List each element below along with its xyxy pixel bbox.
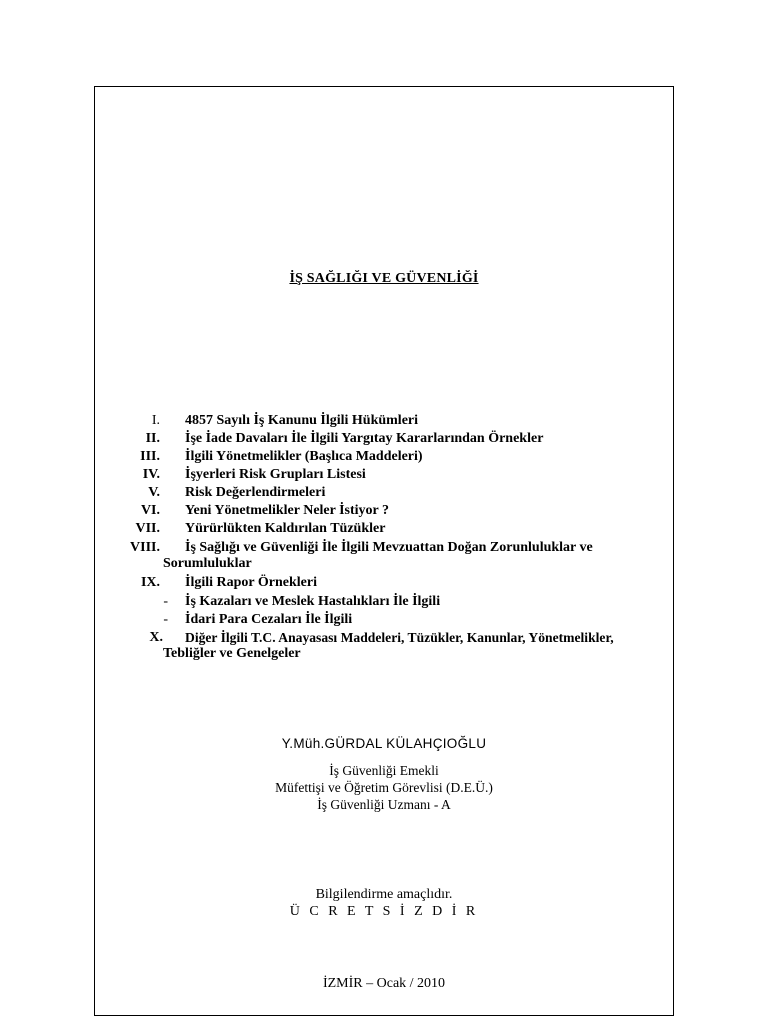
toc-number: VII. bbox=[135, 521, 160, 536]
toc-number: IX. bbox=[140, 575, 160, 590]
toc-text: Yeni Yönetmelikler Neler İstiyor ? bbox=[185, 503, 390, 518]
author-role-line-1: İş Güvenliği Emekli bbox=[329, 763, 439, 778]
toc-text: İş Kazaları ve Meslek Hastalıkları İle İlgili bbox=[185, 594, 441, 609]
notice-line-2: Ü C R E T S İ Z D İ R bbox=[289, 904, 479, 919]
author-role-line-2: Müfettişi ve Öğretim Görevlisi (D.E.Ü.) bbox=[275, 780, 493, 795]
toc-number: X. bbox=[149, 630, 163, 645]
toc-number: V. bbox=[148, 485, 160, 500]
toc-text: Yürürlükten Kaldırılan Tüzükler bbox=[185, 521, 386, 536]
author-name: Y.Müh.GÜRDAL KÜLAHÇIOĞLU bbox=[281, 736, 487, 751]
toc-text-continuation: Sorumluluklar bbox=[163, 556, 252, 571]
toc-text-continuation: Tebliğler ve Genelgeler bbox=[163, 646, 301, 661]
toc-number: III. bbox=[140, 449, 160, 464]
author-role-line-3: İş Güvenliği Uzmanı - A bbox=[317, 797, 451, 812]
toc-text: Risk Değerlendirmeleri bbox=[185, 485, 326, 500]
toc-number: I. bbox=[151, 413, 160, 428]
toc-number: VI. bbox=[140, 503, 160, 518]
toc-text: İşyerleri Risk Grupları Listesi bbox=[185, 467, 366, 482]
document-title: İŞ SAĞLIĞI VE GÜVENLİĞİ bbox=[289, 271, 479, 286]
toc-text: İşe İade Davaları İle İlgili Yargıtay Kararlarından Örnekler bbox=[185, 431, 544, 446]
toc-bullet: - bbox=[163, 612, 168, 627]
toc-number: VIII. bbox=[130, 540, 160, 555]
toc-text: İş Sağlığı ve Güvenliği İle İlgili Mevzuattan Doğan Zorunluluklar ve bbox=[185, 540, 593, 555]
toc-number: IV. bbox=[142, 467, 160, 482]
place-date: İZMİR – Ocak / 2010 bbox=[322, 976, 446, 991]
toc-bullet: - bbox=[163, 594, 168, 609]
toc-text: 4857 Sayılı İş Kanunu İlgili Hükümleri bbox=[185, 413, 419, 428]
toc-number: II. bbox=[145, 431, 160, 446]
toc-text: İlgili Rapor Örnekleri bbox=[185, 575, 317, 590]
toc-text: Diğer İlgili T.C. Anayasası Maddeleri, Tüzükler, Kanunlar, Yönetmelikler, bbox=[185, 630, 614, 645]
notice-line-1: Bilgilendirme amaçlıdır. bbox=[315, 887, 453, 902]
toc-text: İdari Para Cezaları İle İlgili bbox=[185, 612, 353, 627]
toc-text: İlgili Yönetmelikler (Başlıca Maddeleri) bbox=[185, 449, 423, 464]
